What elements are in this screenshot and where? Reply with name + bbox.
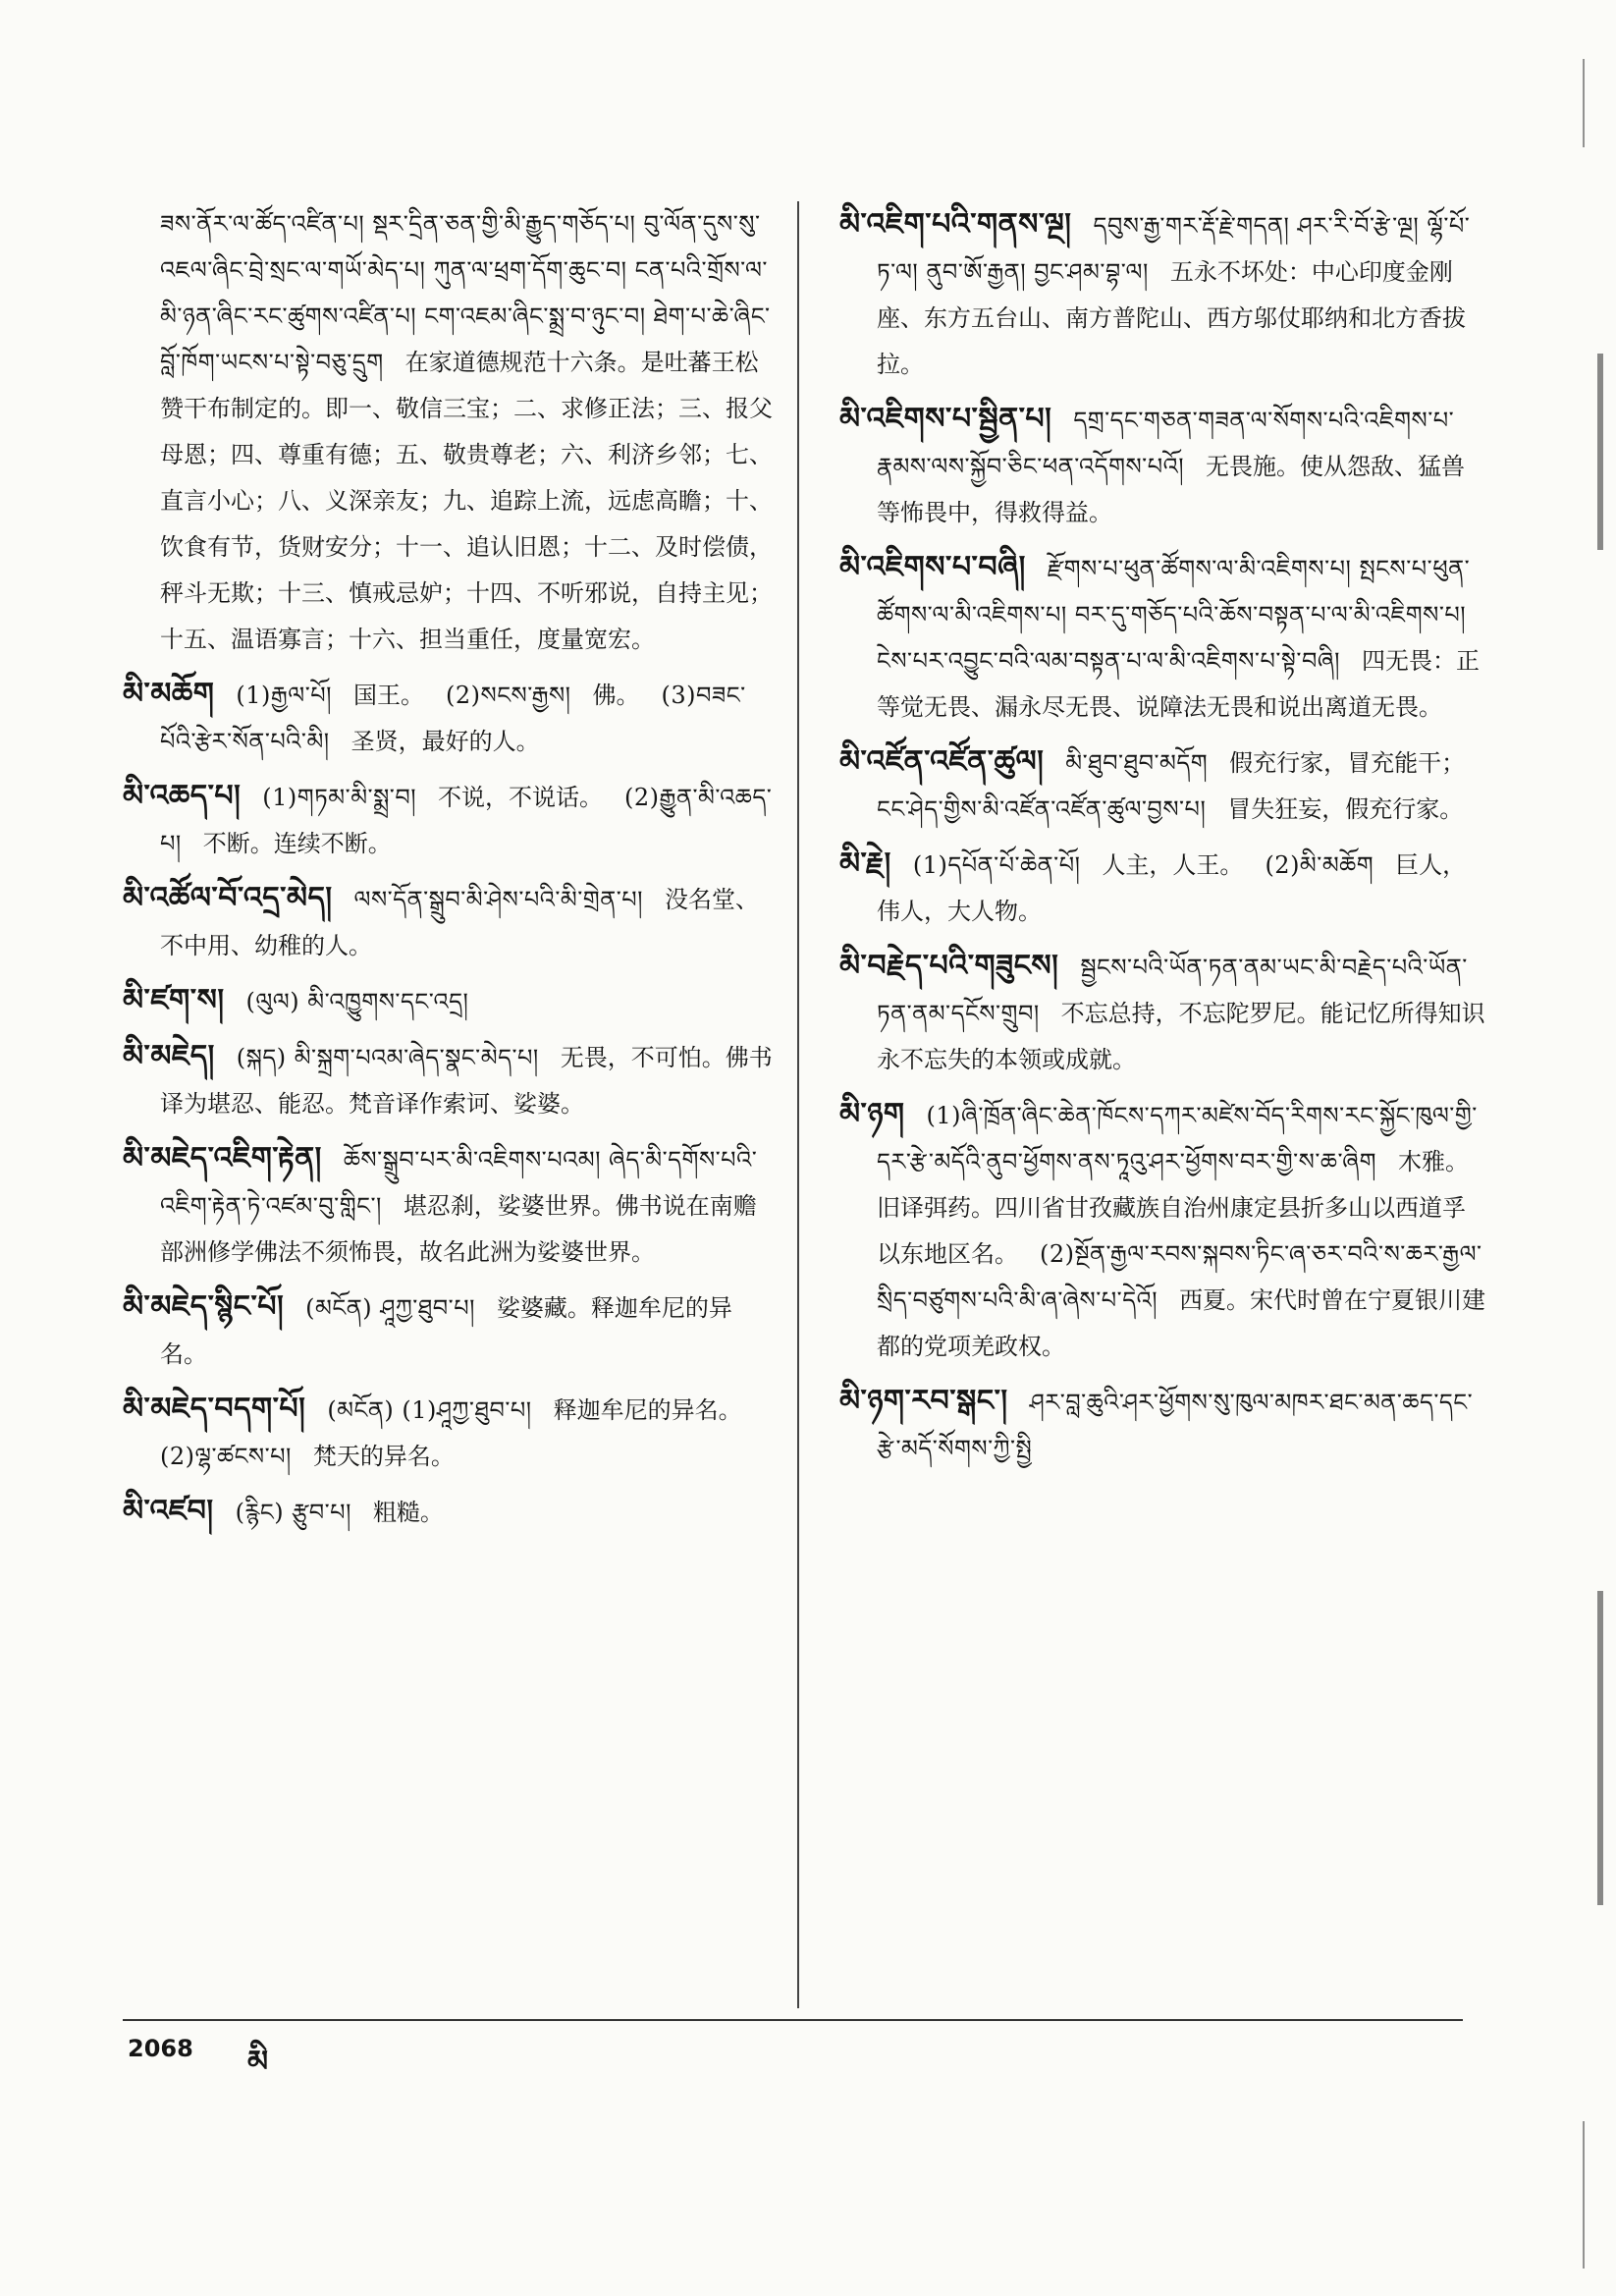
tibetan-definition: (1)གཏམ་མི་སྨྲ་བ།: [262, 784, 417, 811]
chinese-translation: 西夏。宋代时曾在宁夏银川建都的党项羌政权。: [877, 1286, 1486, 1360]
entry-headword: མི་འཛབ།: [123, 1494, 214, 1528]
tibetan-definition: ཤར་བླ་ཆུའི་ཤར་ཕྱོགས་སུ་ཁུལ་མཁར་ཐང་མན་ཆད་དང་རྩེ་མདོ་སོགས་ཀྱི་སྤྱི: [877, 1389, 1474, 1462]
chinese-translation: 不断。连续不断。: [202, 830, 392, 857]
left-column: [123, 201, 776, 1544]
dictionary-entry: [839, 943, 1487, 1083]
tibetan-definition: དགྲ་དང་གཅན་གཟན་ལ་སོགས་པའི་འཇིགས་པ་རྣམས་ལས་སྐྱོབ་ཅིང་ཕན་འདོགས་པའོ།: [877, 407, 1455, 480]
entry-headword: མི་མཇེད།: [123, 1039, 215, 1073]
tibetan-definition: (1)རྒྱལ་པོ།: [236, 682, 332, 709]
tibetan-definition: དབུས་རྒྱ་གར་རྡོ་རྗེ་གདན། ཤར་རི་བོ་རྩེ་ལྔ། ལྷོ་པོ་ཏ་ལ། ནུབ་ཨོ་རྒྱན། བྱང་ཤམ་བྷ་ལ།: [877, 212, 1471, 286]
chinese-translation: 在家道德规范十六条。是吐蕃王松赞干布制定的。即一、敬信三宝；二、求修正法；三、报父母恩；四、尊重有德；五、敬贵尊老；六、利济乡邻；七、直言小心；八、义深亲友；九、追踪上流，远虑高瞻；十、饮食有节，货财安分；十一、追认旧恩；十二、及时偿债，秤斗无欺；十三、慎戒忌妒；十四、不听邪说，自持主见；十五、温语寡言；十六、担当重任，度量宽宏。: [160, 349, 773, 653]
chinese-translation: 堪忍刹，娑婆世界。佛书说在南赡部洲修学佛法不须怖畏，故名此洲为娑婆世界。: [160, 1192, 757, 1266]
entry-headword: མི་འཚོལ་བོ་འདྲ་མེད།: [123, 881, 333, 915]
chinese-translation: 不忘总持，不忘陀罗尼。能记忆所得知识永不忘失的本领或成就。: [877, 1000, 1485, 1073]
tibetan-definition: (ལུལ) མི་འཁྱུགས་དང་འདྲ།: [245, 988, 469, 1015]
chinese-translation: 无畏，不可怕。佛书译为堪忍、能忍。梵音译作索诃、娑婆。: [160, 1044, 773, 1118]
dictionary-entry: [839, 841, 1487, 935]
footer-rule: [123, 2019, 1463, 2021]
scan-edge-mark: [1597, 354, 1603, 550]
tibetan-definition: ལས་དོན་སྒྲུབ་མི་ཤེས་པའི་མི་གྲེན་པ།: [353, 886, 643, 913]
tibetan-definition: སྦྱངས་པའི་ཡོན་ཏན་ནམ་ཡང་མི་བརྗེད་པའི་ཡོན་ཏན་ནམ་དངོས་གྲུབ།: [877, 954, 1468, 1027]
tibetan-definition: རྫོགས་པ་ཕུན་ཚོགས་ལ་མི་འཇིགས་པ། སྤངས་པ་ཕུན་ཚོགས་ལ་མི་འཇིགས་པ། བར་དུ་གཅོད་པའི་ཆོས་བསྟན་པ་ལ་མི་འཇིགས་པ། ངེས་པར་འབྱུང་བའི་ལམ་བསྟན་པ་ལ་མི་འཇིགས་པ་སྟེ་བཞི།: [877, 555, 1471, 675]
dictionary-entry: [123, 1386, 776, 1480]
tibetan-definition: (3)བཟང་པོའི་རྩེར་སོན་པའི་མི།: [160, 682, 746, 755]
tibetan-definition: (2)སངས་རྒྱས།: [446, 682, 571, 709]
tibetan-definition: (1)དཔོན་པོ་ཆེན་པོ།: [912, 851, 1081, 879]
page-number: 2068: [128, 2035, 193, 2062]
tibetan-definition: (སྐད) མི་སྐྲག་པའམ་ཞེད་སྣང་མེད་པ།: [236, 1044, 539, 1071]
tibetan-definition: (2)སྔོན་རྒྱལ་རབས་སྐབས་ཏིང་ཞ་ཅར་བའི་ས་ཆར་རྒྱལ་སྲིད་བཙུགས་པའི་མི་ཞ་ཞེས་པ་དེའོ།: [877, 1240, 1482, 1314]
chinese-translation: 五永不坏处：中心印度金刚座、东方五台山、南方普陀山、西方邬仗耶纳和北方香拔拉。: [877, 258, 1466, 378]
entry-headword: མི་མཇེད་འཇིག་རྟེན།: [123, 1141, 322, 1175]
tibetan-definition: (མངོན) ཤཱཀྱ་ཐུབ་པ།: [305, 1294, 475, 1322]
dictionary-entry: [839, 201, 1487, 388]
tibetan-definition: (རྙིང) རྩུབ་པ།: [235, 1499, 351, 1526]
chinese-translation: 假充行家，冒充能干；: [1229, 749, 1466, 777]
entry-headword: མི་ཉག་རབ་སྒང་།: [839, 1384, 1008, 1418]
chinese-translation: 冒失狂妄，假充行家。: [1227, 795, 1464, 823]
chinese-translation: 国王。: [353, 682, 424, 709]
entry-headword: མི་ཛག་ས།: [123, 983, 225, 1017]
scan-edge-mark: [1583, 59, 1585, 147]
dictionary-entry: [123, 671, 776, 765]
dictionary-entry: [123, 1135, 776, 1276]
chinese-translation: 梵天的异名。: [312, 1443, 455, 1470]
entry-headword: མི་མཆོག: [123, 677, 215, 711]
tibetan-definition: (མངོན) (1)ཤཱཀྱ་ཐུབ་པ།: [327, 1396, 532, 1424]
tibetan-definition: ཆོས་སྒྲུབ་པར་མི་འཇིགས་པའམ། ཞེད་མི་དགོས་པའི་འཇིག་རྟེན་ཏེ་འཛམ་བུ་གླིང་།: [160, 1146, 758, 1220]
entry-headword: མི་འཇིག་པའི་གནས་ལྔ།: [839, 207, 1072, 242]
scan-edge-mark: [1583, 2121, 1585, 2269]
entry-headword: མི་མཇེད་སྙིང་པོ།: [123, 1289, 285, 1324]
chinese-translation: 无畏施。使从怨敌、猛兽等怖畏中，得救得益。: [877, 453, 1466, 526]
tibetan-definition: ཟས་ནོར་ལ་ཚོད་འཛིན་པ། སྡར་དྲིན་ཅན་གྱི་མི་རྒྱུད་གཅོད་པ། བུ་ལོན་དུས་སུ་འཇལ་ཞིང་བྲེ་སྲང་ལ་གཡོ་མེད་པ། ཀུན་ལ་ཕྲག་དོག་ཆུང་བ། ངན་པའི་གྲོས་ལ་མི་ཉན་ཞིང་རང་ཚུགས་འཛིན་པ། ངག་འཇམ་ཞིང་སྨྲ་བ་ཉུང་བ། ཐེག་པ་ཆེ་ཞིང་བློ་ཁོག་ཡངས་པ་སྟེ་བཅུ་དྲུག: [160, 210, 771, 376]
chinese-translation: 没名堂、不中用、幼稚的人。: [160, 886, 759, 959]
entry-headword: མི་འཇིགས་པ་བཞི།: [839, 550, 1026, 584]
entry-continuation: [123, 201, 776, 663]
chinese-translation: 木雅。旧译弭药。四川省甘孜藏族自治州康定县折多山以西道孚以东地区名。: [877, 1148, 1469, 1268]
tibetan-definition: (2)མི་མཆོག: [1265, 851, 1374, 879]
entry-headword: མི་མཇེད་བདག་པོ།: [123, 1392, 306, 1426]
chinese-translation: 巨人，伟人，大人物。: [877, 851, 1467, 925]
scan-edge-mark: [1597, 1591, 1603, 1905]
entry-headword: མི་འཇིགས་པ་སྦྱིན་པ།: [839, 402, 1052, 436]
dictionary-entry: [123, 1284, 776, 1378]
entry-headword: མི་ཉག: [839, 1097, 905, 1131]
entry-headword: མི་རྗེ།: [839, 847, 891, 881]
tibetan-definition: (2)ལྷ་ཚངས་པ།: [160, 1443, 292, 1470]
chinese-translation: 释迦牟尼的异名。: [553, 1396, 742, 1424]
dictionary-entry: [123, 1488, 776, 1536]
tibetan-definition: (1)ཞི་ཁྲོན་ཞིང་ཆེན་ཁོངས་དཀར་མཛེས་བོད་རིགས་རང་སྐྱོང་ཁུལ་གྱི་དར་རྩེ་མདོའི་ནུབ་ཕྱོགས་ནས་ཏཱའུ་ཤར་ཕྱོགས་བར་གྱི་ས་ཆ་ཞིག: [877, 1102, 1478, 1175]
entry-headword: མི་འཆད་པ།: [123, 779, 242, 813]
dictionary-entry: [123, 875, 776, 969]
dictionary-entry: [123, 977, 776, 1025]
chinese-translation: 娑婆藏。释迦牟尼的异名。: [160, 1294, 732, 1368]
dictionary-entry: [839, 738, 1487, 833]
dictionary-entry: [839, 396, 1487, 536]
right-column: [839, 201, 1487, 1480]
dictionary-entry: [839, 544, 1487, 731]
entry-headword: མི་འཛོན་འཛོན་ཚུལ།: [839, 744, 1045, 779]
chinese-translation: 圣贤，最好的人。: [350, 728, 540, 755]
dictionary-entry: [123, 773, 776, 867]
tibetan-definition: མི་ཐུབ་ཐུབ་མདོག: [1065, 749, 1209, 777]
dictionary-entry: [839, 1378, 1487, 1472]
tibetan-definition: ངང་ཤེད་གྱིས་མི་འཛོན་འཛོན་ཚུལ་བྱས་པ།: [877, 795, 1207, 823]
entry-headword: མི་བརྗེད་པའི་གཟུངས།: [839, 949, 1059, 983]
dictionary-entry: [839, 1091, 1487, 1370]
tibetan-definition: (2)རྒྱུན་མི་འཆད་པ།: [160, 784, 773, 857]
dictionary-entry: [123, 1033, 776, 1127]
column-divider: [797, 201, 799, 2008]
chinese-translation: 不说，不说话。: [438, 784, 604, 811]
running-letter: མི: [247, 2045, 269, 2079]
chinese-translation: 佛。: [592, 682, 640, 709]
chinese-translation: 四无畏：正等觉无畏、漏永尽无畏、说障法无畏和说出离道无畏。: [877, 647, 1480, 721]
chinese-translation: 人主，人王。: [1102, 851, 1244, 879]
chinese-translation: 粗糙。: [372, 1499, 444, 1526]
